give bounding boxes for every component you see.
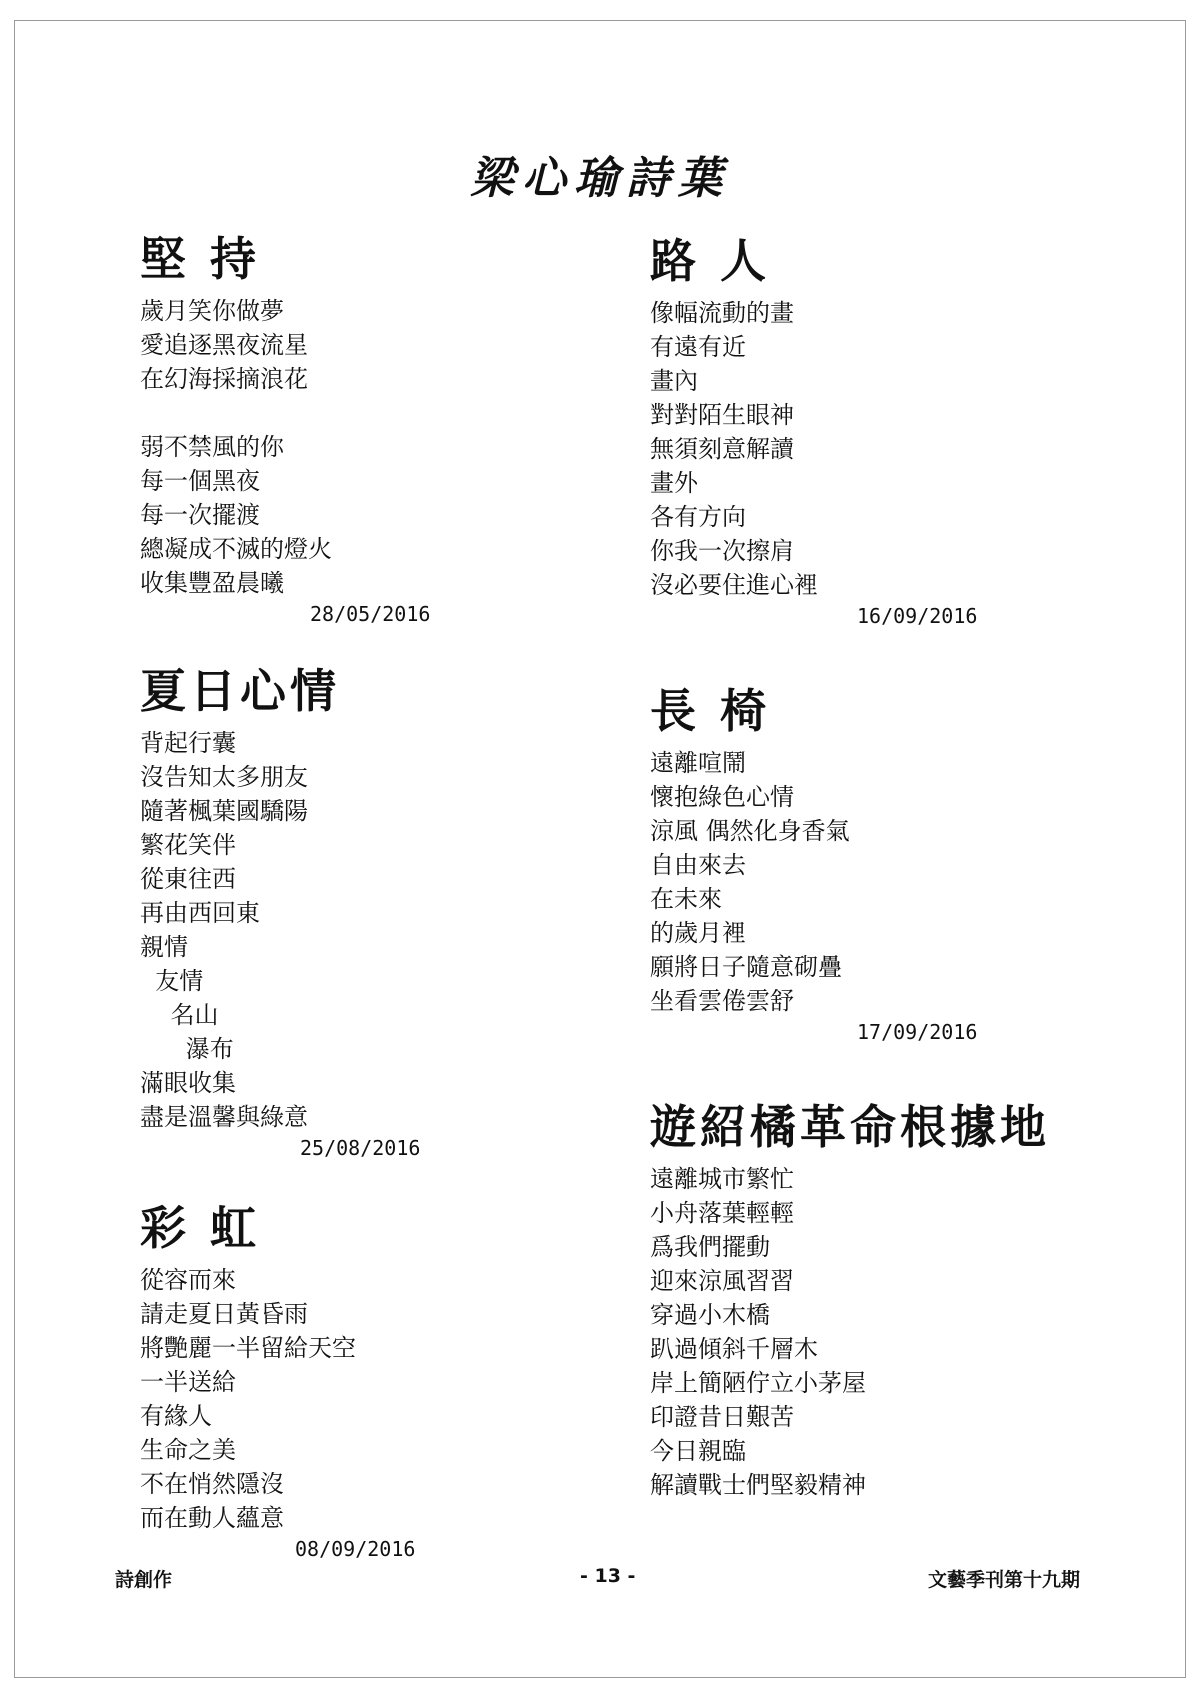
poem-xiari-xinqing: [140, 664, 421, 1162]
poem-title: 遊紹橘革命根據地: [650, 1100, 1050, 1154]
poem-date: 28/05/2016: [310, 602, 431, 626]
poem-line: 總凝成不滅的燈火: [140, 535, 332, 563]
poem-line: 小舟落葉輕輕: [650, 1199, 794, 1227]
poem-you-shaoju: [650, 1100, 1050, 1502]
poem-line: 不在悄然隱沒: [140, 1470, 284, 1498]
poem-line: 穿過小木橋: [650, 1301, 770, 1329]
poem-line: 瀑布: [140, 1035, 234, 1063]
poem-line: 歲月笑你做夢: [140, 297, 284, 325]
poem-line: 在未來: [650, 885, 722, 913]
poem-line: 友情: [140, 967, 204, 995]
poem-line: 無須刻意解讀: [650, 435, 794, 463]
poem-line: 繁花笑伴: [140, 831, 236, 859]
poem-line: 從東往西: [140, 865, 236, 893]
poem-line: 沒告知太多朋友: [140, 763, 308, 791]
poem-line: 懷抱綠色心情: [650, 783, 794, 811]
poem-line: 生命之美: [140, 1436, 236, 1464]
poem-line: 愛追逐黑夜流星: [140, 331, 308, 359]
poem-line: 畫內: [650, 367, 698, 395]
poem-line: 而在動人蘊意: [140, 1504, 284, 1532]
poem-caihong: [140, 1201, 416, 1563]
poem-line: 迎來涼風習習: [650, 1267, 794, 1295]
poem-line: 趴過傾斜千層木: [650, 1335, 818, 1363]
poem-line: 從容而來: [140, 1266, 236, 1294]
poem-line: 解讀戰士們堅毅精神: [650, 1471, 866, 1499]
poem-line: 將艷麗一半留給天空: [140, 1334, 356, 1362]
poem-line: 名山: [140, 1001, 219, 1029]
poem-line: 印證昔日艱苦: [650, 1403, 794, 1431]
poem-date: 17/09/2016: [857, 1020, 978, 1044]
footer-page-number: - 13 -: [580, 1565, 636, 1587]
poem-line: 每一次擺渡: [140, 501, 260, 529]
poem-line: 滿眼收集: [140, 1069, 236, 1097]
poem-line: 在幻海採摘浪花: [140, 365, 308, 393]
page-title: 梁心瑜詩葉: [470, 153, 730, 204]
poem-date: 16/09/2016: [857, 604, 978, 628]
poem-line: 坐看雲倦雲舒: [650, 987, 794, 1015]
poem-line: 有遠有近: [650, 333, 746, 361]
poem-line: 遠離城市繁忙: [650, 1165, 794, 1193]
poem-line: 願將日子隨意砌疊: [650, 953, 842, 981]
poem-line: 今日親臨: [650, 1437, 746, 1465]
footer-journal-issue: 文藝季刊第十九期: [928, 1569, 1081, 1591]
poem-title: 路 人: [650, 234, 771, 288]
poem-line: 盡是溫馨與綠意: [140, 1103, 308, 1131]
poem-line: 沒必要住進心裡: [650, 571, 818, 599]
poem-line: 岸上簡陋佇立小茅屋: [650, 1369, 866, 1397]
poem-line: 再由西回東: [140, 899, 260, 927]
poem-date: 25/08/2016: [300, 1136, 421, 1160]
poem-line: 請走夏日黃昏雨: [140, 1300, 308, 1328]
poem-changyi: [650, 684, 978, 1046]
poem-line: 涼風 偶然化身香氣: [650, 817, 850, 845]
poem-line: 像幅流動的畫: [650, 299, 794, 327]
poem-line: 爲我們擺動: [650, 1233, 770, 1261]
poem-line: 你我一次擦肩: [650, 537, 794, 565]
poem-line: 對對陌生眼神: [650, 401, 794, 429]
poem-line: 各有方向: [650, 503, 746, 531]
poem-line: 畫外: [650, 469, 698, 497]
stanza-break: [140, 396, 332, 430]
poem-title: 彩 虹: [140, 1201, 261, 1255]
poem-line: 一半送給: [140, 1368, 236, 1396]
footer-section-label: 詩創作: [115, 1569, 173, 1591]
poem-line: 每一個黑夜: [140, 467, 260, 495]
poem-line: 隨著楓葉國驕陽: [140, 797, 308, 825]
poem-line: 收集豐盈晨曦: [140, 569, 284, 597]
poem-title: 夏日心情: [140, 664, 340, 718]
poem-title: 堅 持: [140, 232, 261, 286]
poem-jianchi: [140, 232, 431, 628]
poem-line: 弱不禁風的你: [140, 433, 284, 461]
poem-line: 遠離喧鬧: [650, 749, 746, 777]
poem-title: 長 椅: [650, 684, 771, 738]
poem-line: 的歲月裡: [650, 919, 746, 947]
poem-date: 08/09/2016: [295, 1537, 416, 1561]
poem-line: 背起行囊: [140, 729, 236, 757]
poem-luren: [650, 234, 978, 630]
poem-line: 親情: [140, 933, 188, 961]
poem-line: 有緣人: [140, 1402, 212, 1430]
poem-line: 自由來去: [650, 851, 746, 879]
